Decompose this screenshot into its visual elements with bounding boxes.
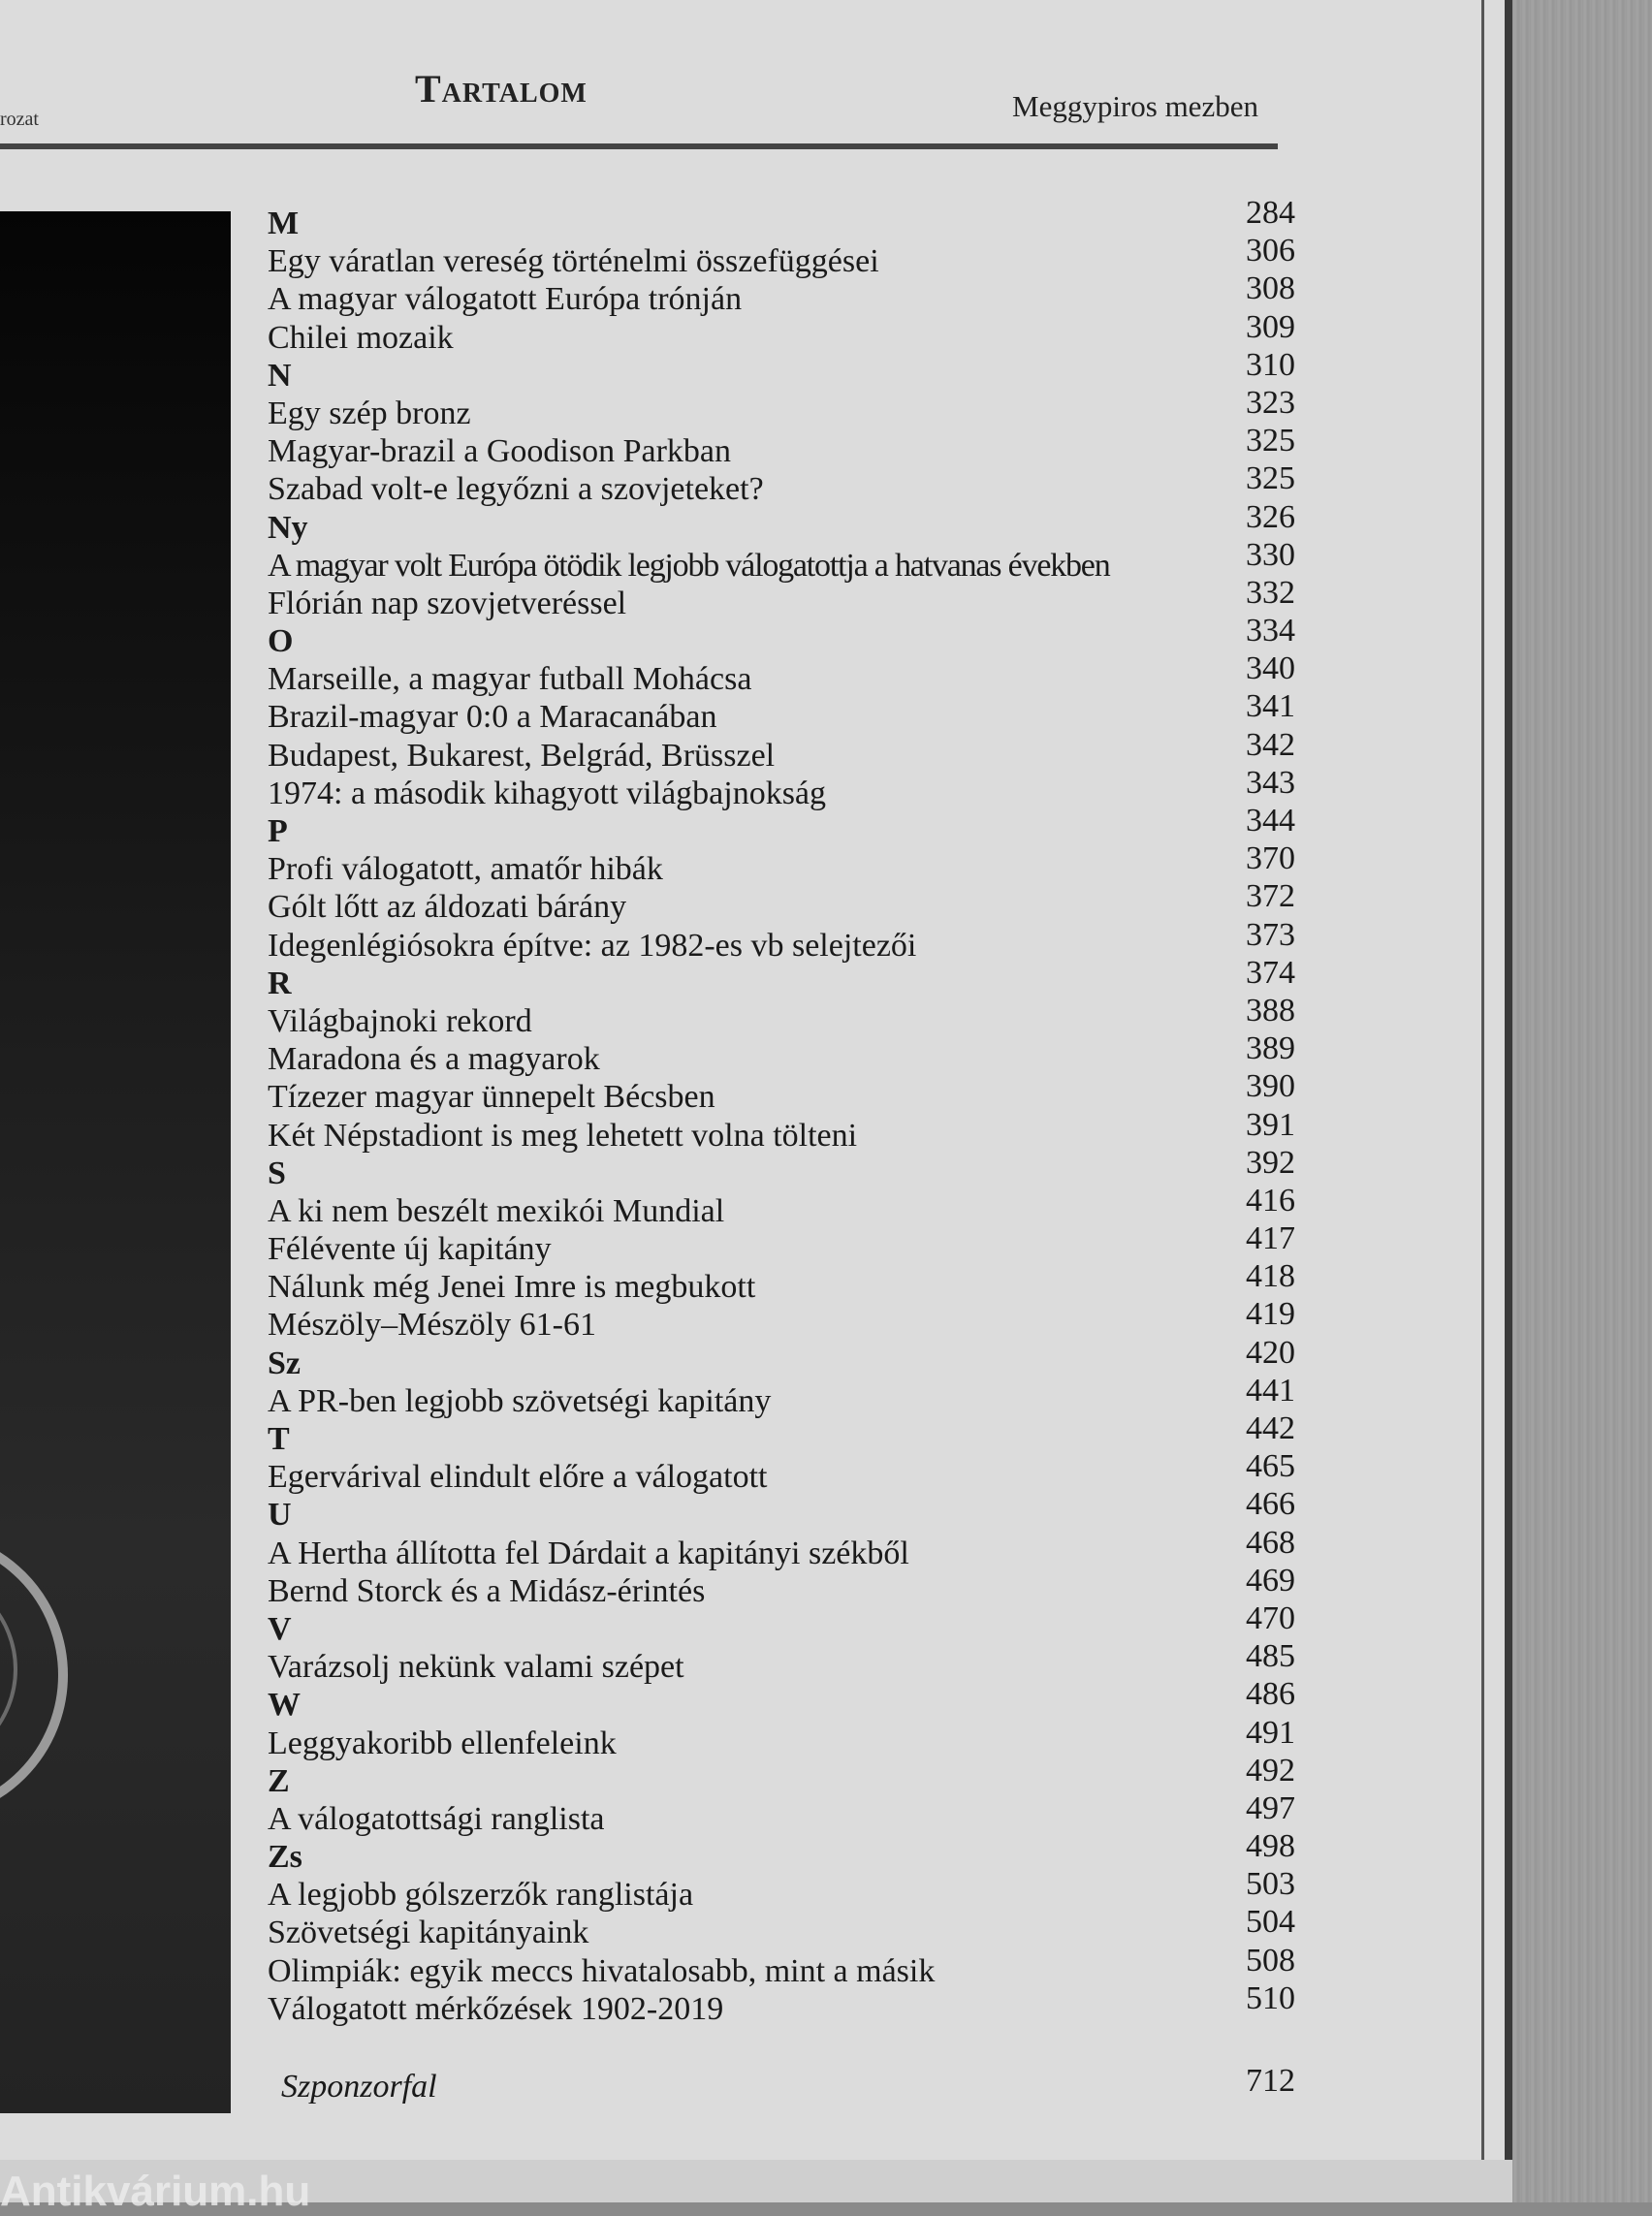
entry-title: Egy szép bronz: [268, 395, 471, 431]
entry-title: A legjobb gólszerzők ranglistája: [268, 1877, 694, 1914]
page-number: 310: [1246, 346, 1295, 383]
page-number: 485: [1246, 1638, 1295, 1675]
series-name: rozat: [0, 109, 39, 130]
section-letter-row: [268, 1599, 1295, 1647]
entry-title: Gólt lőtt az áldozati bárány: [268, 889, 627, 926]
toc-entry: [268, 1372, 1295, 1419]
toc-entry: [268, 270, 1295, 318]
toc-entry: [268, 1068, 1295, 1116]
page-number: 508: [1246, 1942, 1295, 1979]
section-letter: P: [268, 813, 288, 849]
section-letter-row: [268, 195, 1295, 241]
toc-entry: [268, 1030, 1295, 1078]
entry-title: Mészöly–Mészöly 61-61: [268, 1307, 597, 1344]
page-number: 309: [1246, 308, 1295, 345]
page-number: 498: [1246, 1828, 1295, 1865]
section-letter: N: [268, 357, 292, 394]
toc-entry: [268, 688, 1295, 736]
page-number: 416: [1246, 1182, 1295, 1219]
section-letter: T: [268, 1421, 290, 1457]
page-number: 325: [1246, 423, 1295, 459]
page-number: 469: [1246, 1562, 1295, 1599]
section-letter: Zs: [268, 1839, 302, 1876]
toc-entry: [268, 1220, 1295, 1268]
page-number: 308: [1246, 270, 1295, 307]
entry-title: Tízezer magyar ünnepelt Bécsben: [268, 1079, 715, 1116]
page-number: 373: [1246, 916, 1295, 953]
section-letter-row: [268, 1676, 1295, 1724]
page-number: 497: [1246, 1789, 1295, 1826]
header-rule: [0, 143, 1278, 149]
toc-entry: [268, 1296, 1295, 1344]
page-number: 332: [1246, 574, 1295, 611]
toc-entry: [268, 1448, 1295, 1496]
page-number: 390: [1246, 1068, 1295, 1105]
entry-title: Válogatott mérkőzések 1902-2019: [268, 1990, 724, 2027]
section-letter: W: [268, 1687, 301, 1724]
page-number: 340: [1246, 650, 1295, 687]
toc-entry: [268, 574, 1295, 621]
entry-title: A Hertha állította fel Dárdait a kapitányi székből: [268, 1535, 909, 1571]
entry-title: Egervárival elindult előre a válogatott: [268, 1459, 768, 1496]
toc-entry: [268, 233, 1295, 280]
entry-title: Világbajnoki rekord: [268, 1002, 532, 1039]
page-number: 466: [1246, 1486, 1295, 1523]
desk-surface: [1512, 0, 1652, 2202]
toc-entry: [268, 878, 1295, 926]
entry-title: A PR-ben legjobb szövetségi kapitány: [268, 1382, 772, 1419]
entry-title: Két Népstadiont is meg lehetett volna tölteni: [268, 1117, 858, 1154]
toc-entry: [268, 650, 1295, 698]
section-letter: Z: [268, 1762, 290, 1799]
toc-entry: [268, 1904, 1295, 1951]
toc-entry: [268, 1714, 1295, 1761]
entry-title: A válogatottsági ranglista: [268, 1800, 605, 1837]
section-letter-row: [268, 803, 1295, 849]
toc-entry: [268, 992, 1295, 1039]
section-letter-row: [268, 1752, 1295, 1799]
page-number: 334: [1246, 613, 1295, 649]
entry-title: Varázsolj nekünk valami szépet: [268, 1649, 684, 1686]
section-letter-row: [268, 613, 1295, 660]
page-number: 465: [1246, 1448, 1295, 1485]
page-number: 442: [1246, 1410, 1295, 1446]
toc-entry: [268, 1638, 1295, 1686]
toc-entry: [268, 384, 1295, 431]
toc-entry: [268, 726, 1295, 774]
toc-entry: [268, 1258, 1295, 1306]
section-letter-row: [268, 346, 1295, 394]
entry-title: Egy váratlan vereség történelmi összefüggései: [268, 243, 879, 280]
entry-title: Leggyakoribb ellenfeleink: [268, 1725, 617, 1761]
sponsor-label: Szponzorfal: [281, 2069, 437, 2105]
section-letter: M: [268, 206, 300, 241]
section-letter-row: [268, 1334, 1295, 1381]
toc-entry: [268, 840, 1295, 888]
page-number: 417: [1246, 1220, 1295, 1257]
page-number: 510: [1246, 1979, 1295, 2016]
page-edge: [1505, 0, 1512, 2202]
page-number: 372: [1246, 878, 1295, 915]
sponsor-entry: [281, 2063, 1295, 2107]
page-number: 420: [1246, 1334, 1295, 1371]
page-number: 341: [1246, 688, 1295, 725]
page-number: 330: [1246, 536, 1295, 573]
watermark: Antikvárium.hu: [0, 2168, 311, 2215]
toc-entry: [268, 916, 1295, 964]
section-letter: S: [268, 1155, 286, 1191]
section-letter-row: [268, 1486, 1295, 1534]
toc-entry: [268, 1789, 1295, 1837]
entry-title: 1974: a második kihagyott világbajnokság: [268, 775, 827, 811]
entry-title: Bernd Storck és a Midász-érintés: [268, 1572, 706, 1609]
entry-title: Félévente új kapitány: [268, 1231, 552, 1268]
entry-title: Szabad volt-e legyőzni a szovjeteket?: [268, 471, 764, 508]
toc-entry: [268, 308, 1295, 356]
page-number: 284: [1246, 195, 1295, 231]
section-letter: Ny: [268, 509, 308, 546]
page-title: Tartalom: [415, 67, 588, 111]
toc-entry: [268, 1562, 1295, 1609]
entry-title: Flórián nap szovjetveréssel: [268, 585, 627, 621]
toc-entry: [268, 1524, 1295, 1571]
page-number: 468: [1246, 1524, 1295, 1561]
entry-title: Budapest, Bukarest, Belgrád, Brüsszel: [268, 737, 776, 774]
page-number: 374: [1246, 954, 1295, 991]
page-number: 486: [1246, 1676, 1295, 1713]
page-number: 323: [1246, 384, 1295, 421]
sponsor-page: 712: [1246, 2063, 1295, 2099]
section-letter-row: [268, 498, 1295, 546]
section-letter: R: [268, 965, 292, 1001]
toc-entry: [268, 460, 1295, 508]
entry-title: Maradona és a magyarok: [268, 1041, 600, 1078]
toc-entry: [268, 1182, 1295, 1229]
toc-entry: [268, 1942, 1295, 1989]
photo-panel: [0, 211, 231, 2113]
entry-title: Marseille, a magyar futball Mohácsa: [268, 661, 752, 698]
toc-entry: [268, 1866, 1295, 1914]
section-letter: U: [268, 1497, 292, 1534]
entry-title: Brazil-magyar 0:0 a Maracanában: [268, 699, 717, 736]
entry-title: Chilei mozaik: [268, 319, 454, 356]
page-number: 503: [1246, 1866, 1295, 1903]
book-title: Meggypiros mezben: [1012, 89, 1258, 123]
page-number: 326: [1246, 498, 1295, 535]
page-number: 491: [1246, 1714, 1295, 1751]
section-letter-row: [268, 1410, 1295, 1457]
contents-list: [268, 195, 1295, 2027]
entry-title: Nálunk még Jenei Imre is megbukott: [268, 1269, 756, 1306]
entry-title: Profi válogatott, amatőr hibák: [268, 851, 663, 888]
toc-entry: [268, 1106, 1295, 1154]
entry-title: A magyar válogatott Európa trónján: [268, 281, 743, 318]
section-letter: V: [268, 1610, 292, 1647]
entry-title: Idegenlégiósokra építve: az 1982-es vb selejtezői: [268, 927, 917, 964]
page-number: 343: [1246, 764, 1295, 801]
toc-entry: [268, 423, 1295, 470]
page-number: 370: [1246, 840, 1295, 877]
entry-title: Olimpiák: egyik meccs hivatalosabb, mint a másik: [268, 1952, 936, 1989]
section-letter: O: [268, 623, 294, 660]
page-number: 389: [1246, 1030, 1295, 1067]
entry-title: Szövetségi kapitányaink: [268, 1915, 589, 1951]
page-number: 388: [1246, 992, 1295, 1029]
toc-entry: [268, 1979, 1295, 2027]
page-number: 344: [1246, 803, 1295, 839]
page-number: 492: [1246, 1752, 1295, 1789]
page-number: 392: [1246, 1144, 1295, 1181]
page-number: 306: [1246, 233, 1295, 269]
page-number: 418: [1246, 1258, 1295, 1295]
page-number: 419: [1246, 1296, 1295, 1333]
section-letter: Sz: [268, 1345, 301, 1381]
page-number: 504: [1246, 1904, 1295, 1941]
toc-entry: [268, 764, 1295, 811]
entry-title: A ki nem beszélt mexikói Mundial: [268, 1192, 725, 1229]
page-number: 391: [1246, 1106, 1295, 1143]
section-letter-row: [268, 954, 1295, 1001]
toc-entry: [268, 536, 1295, 584]
page-number: 342: [1246, 726, 1295, 763]
section-letter-row: [268, 1144, 1295, 1191]
entry-title: Magyar-brazil a Goodison Parkban: [268, 433, 732, 470]
page-number: 441: [1246, 1372, 1295, 1409]
page-number: 325: [1246, 460, 1295, 497]
section-letter-row: [268, 1828, 1295, 1876]
page-edge-line: [1481, 0, 1484, 2202]
page-number: 470: [1246, 1599, 1295, 1636]
entry-title: A magyar volt Európa ötödik legjobb válogatottja a hatvanas években: [268, 547, 1110, 584]
